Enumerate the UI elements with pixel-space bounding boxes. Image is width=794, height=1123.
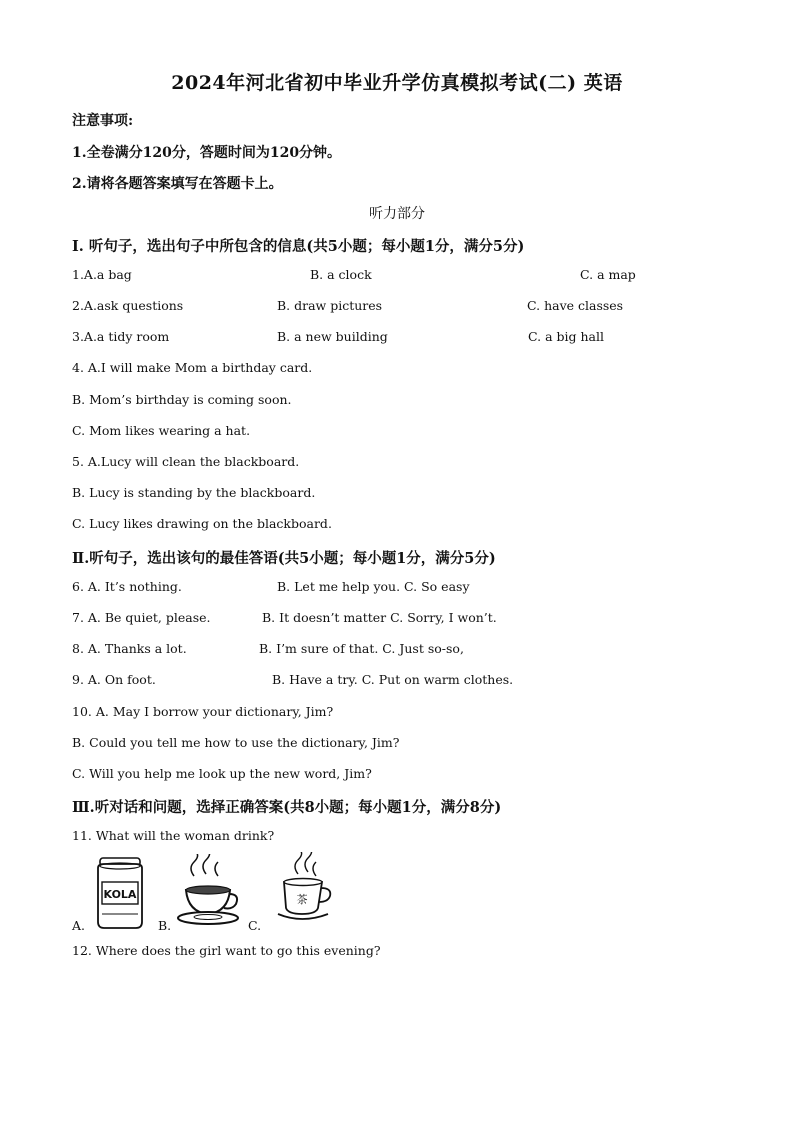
part-title: 听力部分 (369, 206, 425, 222)
q9-option-bc: B. Have a try. C. Put on warm clothes. (272, 672, 514, 687)
coffee-cup-icon (174, 854, 242, 930)
tea-cup-icon (272, 852, 336, 926)
q8-option-bc: B. I’m sure of that. C. Just so-so, (259, 641, 464, 656)
q2-option-b: B. draw pictures (277, 298, 383, 313)
q11-label-b: B. (158, 918, 172, 933)
q9-option-a: 9. A. On foot. (72, 672, 156, 687)
q5-option-c: C. Lucy likes drawing on the blackboard. (72, 516, 332, 531)
q5-option-a: 5. A.Lucy will clean the blackboard. (72, 454, 300, 469)
q2-option-c: C. have classes (527, 298, 624, 313)
q5-option-b: B. Lucy is standing by the blackboard. (72, 485, 316, 500)
section1-heading: I. 听句子，选出句子中所包含的信息(共5小题；每小题1分，满分5分) (72, 238, 525, 255)
q6-option-bc: B. Let me help you. C. So easy (277, 579, 470, 594)
section2-heading: Ⅱ.听句子，选出该句的最佳答语(共5小题；每小题1分，满分5分) (72, 550, 496, 567)
q3-option-b: B. a new building (277, 329, 388, 344)
q2-option-a: 2.A.ask questions (72, 298, 184, 313)
q1-option-a: 1.A.a bag (72, 267, 132, 282)
note-item-2: 2.请将各题答案填写在答题卡上。 (72, 176, 283, 192)
q4-option-b: B. Mom’s birthday is coming soon. (72, 392, 292, 407)
q4-option-c: C. Mom likes wearing a hat. (72, 423, 251, 438)
q10-option-a: 10. A. May I borrow your dictionary, Jim? (72, 704, 334, 719)
q10-option-b: B. Could you tell me how to use the dictionary, Jim? (72, 735, 400, 750)
q1-option-b: B. a clock (310, 267, 372, 282)
cola-can-icon (92, 854, 150, 932)
can-text: KOLA (103, 888, 137, 901)
q3-option-a: 3.A.a tidy room (72, 329, 170, 344)
q8-option-a: 8. A. Thanks a lot. (72, 641, 187, 656)
q11-question: 11. What will the woman drink? (72, 828, 275, 843)
q11-label-c: C. (248, 918, 262, 933)
note-item-1: 1.全卷满分120分，答题时间为120分钟。 (72, 145, 342, 161)
q3-option-c: C. a big hall (528, 329, 604, 344)
q1-option-c: C. a map (580, 267, 636, 282)
section3-heading: Ⅲ.听对话和问题，选择正确答案(共8小题；每小题1分，满分8分) (72, 799, 502, 816)
tea-char: 茶 (296, 893, 308, 906)
q10-option-c: C. Will you help me look up the new word, Jim? (72, 766, 372, 781)
q7-option-a: 7. A. Be quiet, please. (72, 610, 211, 625)
q6-option-a: 6. A. It’s nothing. (72, 579, 182, 594)
q11-label-a: A. (72, 918, 86, 933)
q12-question: 12. Where does the girl want to go this evening? (72, 943, 381, 958)
notes-heading: 注意事项: (72, 113, 134, 129)
q7-option-bc: B. It doesn’t matter C. Sorry, I won’t. (262, 610, 497, 625)
q4-option-a: 4. A.I will make Mom a birthday card. (72, 360, 313, 375)
page-title: 2024年河北省初中毕业升学仿真模拟考试(二) 英语 (171, 72, 623, 94)
